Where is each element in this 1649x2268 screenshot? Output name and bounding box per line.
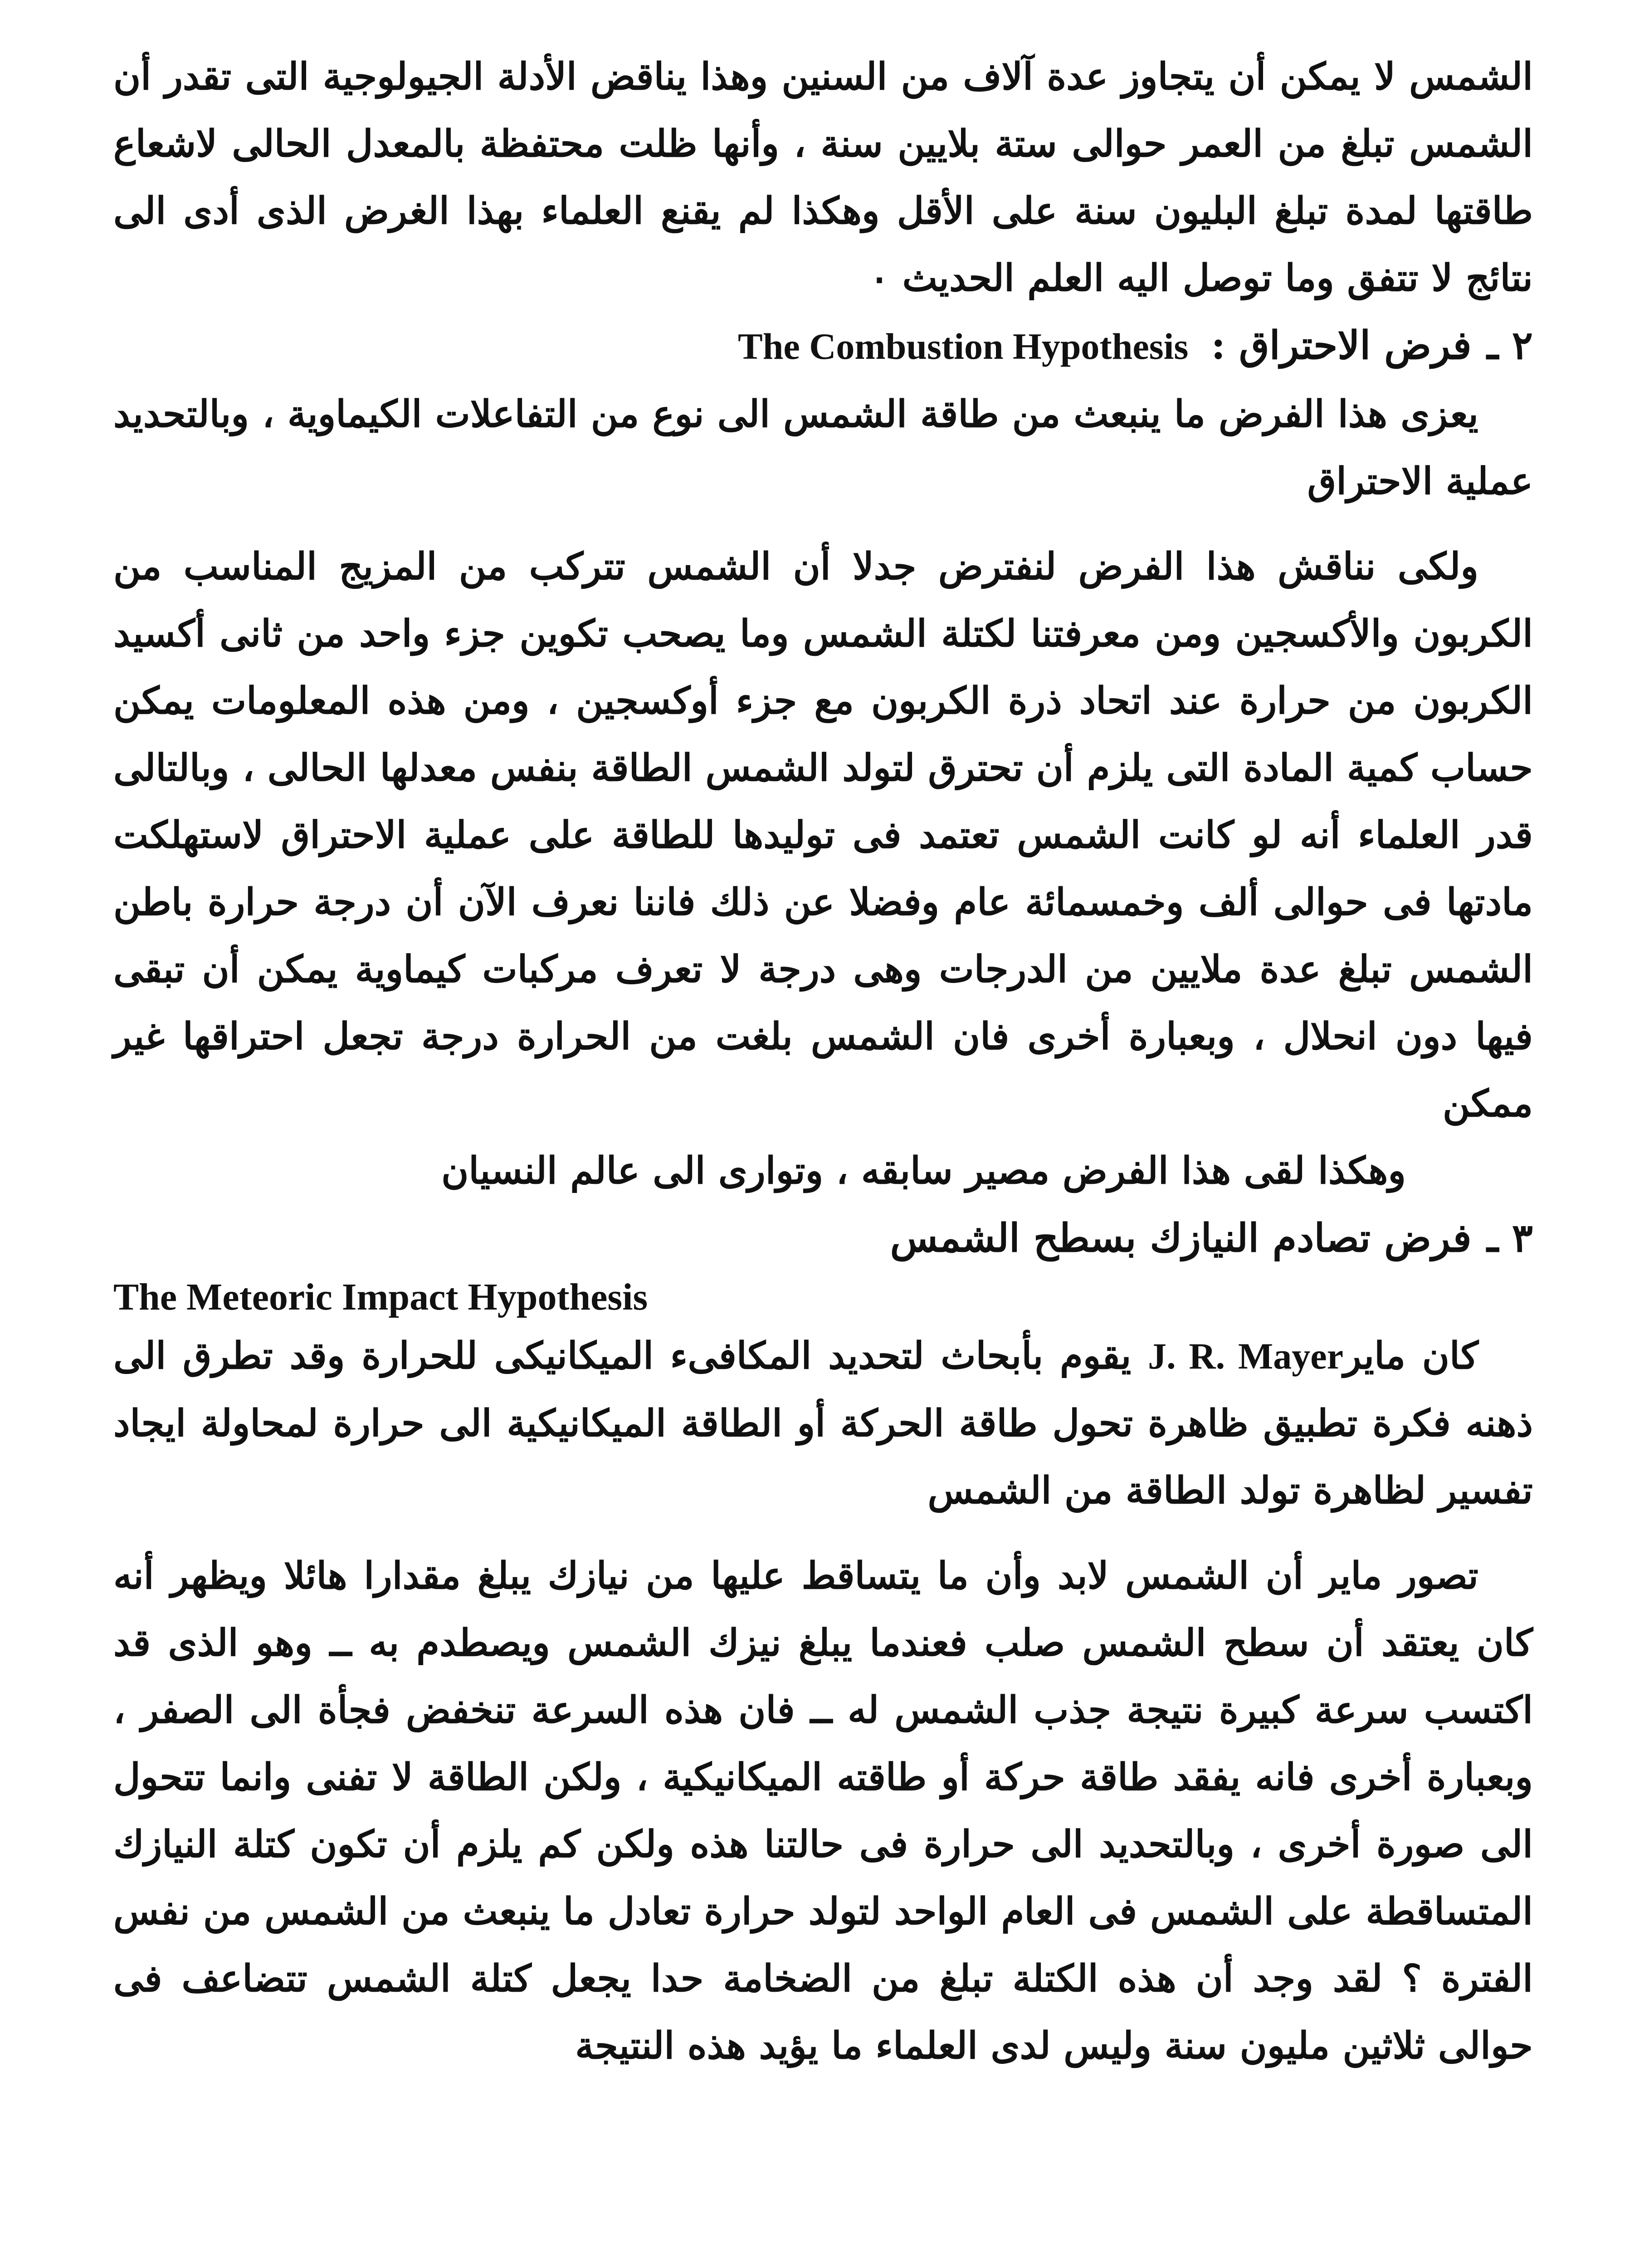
paragraph-text: يقوم بأبحاث لتحديد المكافىء الميكانيكى للحرارة وقد تطرق الى ذهنه فكرة تطبيق ظاهرة تحول طاقة الحركة أو الطاقة الميكانيكية الى حرارة لمحاولة ايجاد تفسير لظاهرة تولد الطاقة من الشمس (113, 1334, 1533, 1512)
section-number: ٣ ـ (1487, 1215, 1533, 1261)
section-title-english: The Combustion Hypothesis (738, 326, 1189, 367)
section-heading-meteoric (113, 1204, 1533, 1272)
section-title-english: The Meteoric Impact Hypothesis (113, 1276, 648, 1318)
book-page (113, 43, 1533, 2268)
paragraph-meteoric-argument: تصور ماير أن الشمس لابد وأن ما يتساقط عليها من نيازك يبلغ مقدارا هائلا ويظهر أنه كان يعتقد أن سطح الشمس صلب فعندما يبلغ نيزك الشمس ويصطدم به ــ وهو الذى قد اكتسب سرعة كبيرة نتيجة جذب الشمس له ــ فان هذه السرعة تنخفض فجأة الى الصفر ، وبعبارة أخرى فانه يفقد طاقة حركة أو طاقته الميكانيكية ، ولكن الطاقة لا تفنى وانما تتحول الى صورة أخرى ، وبالتحديد الى حرارة فى حالتنا هذه ولكن كم يلزم أن تكون كتلة النيازك المتساقطة على الشمس فى العام الواحد لتولد حرارة تعادل ما ينبعث من الشمس من نفس الفترة ؟ لقد وجد أن هذه الكتلة تبلغ من الضخامة حدا يجعل كتلة الشمس تتضاعف فى حوالى ثلاثين مليون سنة وليس لدى العلماء ما يؤيد هذه النتيجة (113, 1554, 1533, 2068)
paragraph-solar-age-conclusion: الشمس لا يمكن أن يتجاوز عدة آلاف من السنين وهذا يناقض الأدلة الجيولوجية التى تقدر أن الشمس تبلغ من العمر حوالى ستة بلايين سنة ، وأنها ظلت محتفظة بالمعدل الحالى لاشعاع طاقتها لمدة تبلغ البليون سنة على الأقل وهكذا لم يقنع العلماء بهذا الغرض الذى أدى الى نتائج لا تتفق وما توصل اليه العلم الحديث ٠ (113, 55, 1533, 300)
paragraph-combustion-conclusion: وهكذا لقى هذا الفرض مصير سابقه ، وتوارى الى عالم النسيان (441, 1149, 1406, 1193)
section-number: ٢ ـ (1487, 323, 1533, 368)
scientist-name: J. R. Mayer (1148, 1335, 1344, 1377)
paragraph-text: كان ماير (1343, 1334, 1479, 1378)
section-heading-combustion (113, 312, 1533, 381)
section-title-arabic: فرض الاحتراق : (1211, 323, 1472, 368)
section-title-arabic: فرض تصادم النيازك بسطح الشمس (890, 1215, 1472, 1261)
paragraph-combustion-intro: يعزى هذا الفرض ما ينبعث من طاقة الشمس الى نوع من التفاعلات الكيماوية ، وبالتحديد عملية الاحتراق (113, 392, 1533, 503)
paragraph-combustion-argument: ولكى نناقش هذا الفرض لنفترض جدلا أن الشمس تتركب من المزيج المناسب من الكربون والأكسجين ومن معرفتنا لكتلة الشمس وما يصحب تكوين جزء واحد من ثانى أكسيد الكربون من حرارة عند اتحاد ذرة الكربون مع جزء أوكسجين ، ومن هذه المعلومات يمكن حساب كمية المادة التى يلزم أن تحترق لتولد الشمس الطاقة بنفس معدلها الحالى ، وبالتالى قدر العلماء أنه لو كانت الشمس تعتمد فى توليدها للطاقة على عملية الاحتراق لاستهلكت مادتها فى حوالى ألف وخمسمائة عام وفضلا عن ذلك فاننا نعرف الآن أن درجة حرارة باطن الشمس تبلغ عدة ملايين من الدرجات وهى درجة لا تعرف مركبات كيماوية يمكن أن تبقى فيها دون انحلال ، وبعبارة أخرى فان الشمس بلغت من الحرارة درجة تجعل احتراقها غير ممكن (113, 545, 1533, 1125)
paragraph-mayer-intro (113, 1322, 1533, 1524)
